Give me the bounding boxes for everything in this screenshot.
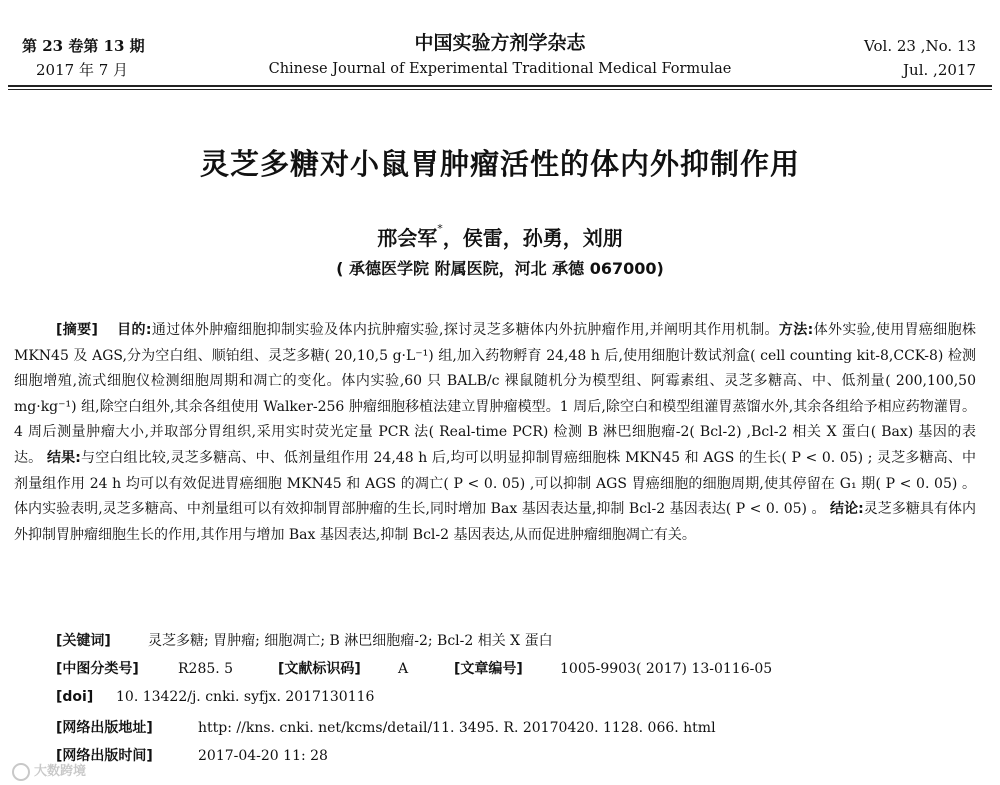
keywords-label: [关键词] — [56, 633, 111, 649]
header-rule-thin — [8, 89, 992, 90]
author-first: 邢会军 — [377, 226, 438, 250]
article-no-value: 1005-9903( 2017) 13-0116-05 — [560, 661, 773, 677]
clc-label: [中图分类号] — [56, 661, 139, 677]
pubtime-value: 2017-04-20 11: 28 — [198, 748, 328, 764]
article-title: 灵芝多糖对小鼠胃肿瘤活性的体内外抑制作用 — [199, 147, 800, 181]
abstract-label: [摘要] — [56, 322, 98, 338]
doi-label: [doi] — [56, 689, 94, 705]
result-label: 结果: — [46, 449, 81, 466]
clc-value: R285. 5 — [178, 661, 234, 677]
doc-code-label: [文献标识码] — [278, 661, 361, 677]
corresponding-mark: * — [437, 222, 443, 235]
journal-name — [250, 31, 750, 81]
volume-issue-en: Vol. 23 ,No. 13 — [864, 37, 976, 55]
article-no-label: [文章编号] — [454, 661, 523, 677]
authors-rest: ，侯雷，孙勇，刘朋 — [442, 226, 623, 250]
classification-row — [56, 659, 976, 679]
watermark-text: 大数跨境 — [34, 764, 87, 779]
author-list — [0, 222, 1000, 251]
method-text: 体外实验,使用胃癌细胞株 MKN45 及 AGS,分为空白组、顺铂组、灵芝多糖( 20,10,5 g·L⁻¹) 组,加入药物孵育 24,48 h 后,使用细胞计数试剂盒( cell counting kit-8,CCK-8) 检测细胞增殖,流式细胞仪检测细胞周期和凋亡的变化。体内实验,60 只 BALB/c 裸鼠随机分为模型组、阿霉素组、灵芝多糖高、中、低剂量( 200,100,50 mg·kg⁻¹) 组,除空白组外,其余各组使用 Walker-256 肿瘤细胞移植法建立胃肿瘤模型。1 周后,除空白和模型组灌胃蒸馏水外,其余各组给予相应药物灌胃。4 周后测量肿瘤大小,并取部分胃组织,采用实时荧光定量 PCR 法( Real-time PCR) 检测 B 淋巴细胞瘤-2( Bcl-2) ,Bcl-2 相关 X 蛋白( Bax) 基因的表达。 — [14, 322, 977, 466]
url-row — [56, 718, 976, 738]
doc-code-value: A — [398, 661, 409, 677]
affiliation: ( 承德医学院 附属医院，河北 承德 067000) — [336, 259, 664, 278]
journal-name-en: Chinese Journal of Experimental Traditional Medical Formulae — [268, 61, 732, 77]
abstract-paragraph — [14, 318, 976, 548]
header-rule-thick — [8, 85, 992, 87]
volume-issue: 第 23 卷第 13 期 — [22, 37, 145, 55]
keywords-row — [56, 631, 976, 651]
issue-info-en — [864, 34, 976, 82]
url-value[interactable]: http: //kns. cnki. net/kcms/detail/11. 3495. R. 20170420. 1128. 066. html — [198, 720, 716, 736]
objective-text: 通过体外肿瘤细胞抑制实验及体内抗肿瘤实验,探讨灵芝多糖体内外抗肿瘤作用,并阐明其作用机制。 — [151, 322, 779, 338]
doi-value[interactable]: 10. 13422/j. cnki. syfjx. 2017130116 — [116, 689, 375, 705]
issue-date-en: Jul. ,2017 — [903, 61, 976, 79]
conclusion-text: 灵芝多糖具有体内外抑制胃肿瘤细胞生长的作用,其作用与增加 Bax 基因表达,抑制 Bcl-2 基因表达,从而促进肿瘤细胞凋亡有关。 — [14, 501, 977, 543]
issue-date: 2017 年 7 月 — [36, 61, 129, 79]
result-text: 与空白组比较,灵芝多糖高、中、低剂量组作用 24,48 h 后,均可以明显抑制胃癌细胞株 MKN45 和 AGS 的生长( P < 0. 05) ; 灵芝多糖高、中剂量组作用 24 h 均可以有效促进胃癌细胞 MKN45 和 AGS 的凋亡( P < 0. 05) ,可以抑制 AGS 胃癌细胞的细胞周期,使其停留在 G₁ 期( P < 0. 05) 。体内实验表明,灵芝多糖高、中剂量组可以有效抑制胃部肿瘤的生长,同时增加 Bax 基因表达量,抑制 Bcl-2 基因表达( P < 0. 05) 。 — [14, 449, 977, 518]
issue-info — [22, 34, 145, 82]
watermark-logo-icon — [12, 763, 30, 781]
watermark — [12, 760, 86, 781]
objective-label: 目的: — [117, 322, 152, 338]
method-label: 方法: — [778, 322, 814, 338]
pubtime-row — [56, 746, 976, 766]
keywords-value: 灵芝多糖; 胃肿瘤; 细胞凋亡; B 淋巴细胞瘤-2; Bcl-2 相关 X 蛋白 — [148, 633, 553, 649]
url-label: [网络出版地址] — [56, 720, 153, 736]
abstract — [14, 318, 976, 548]
conclusion-label: 结论: — [830, 501, 864, 518]
pubtime-label: [网络出版时间] — [56, 748, 153, 764]
doi-row — [56, 687, 976, 707]
journal-name-cn: 中国实验方剂学杂志 — [414, 32, 586, 54]
